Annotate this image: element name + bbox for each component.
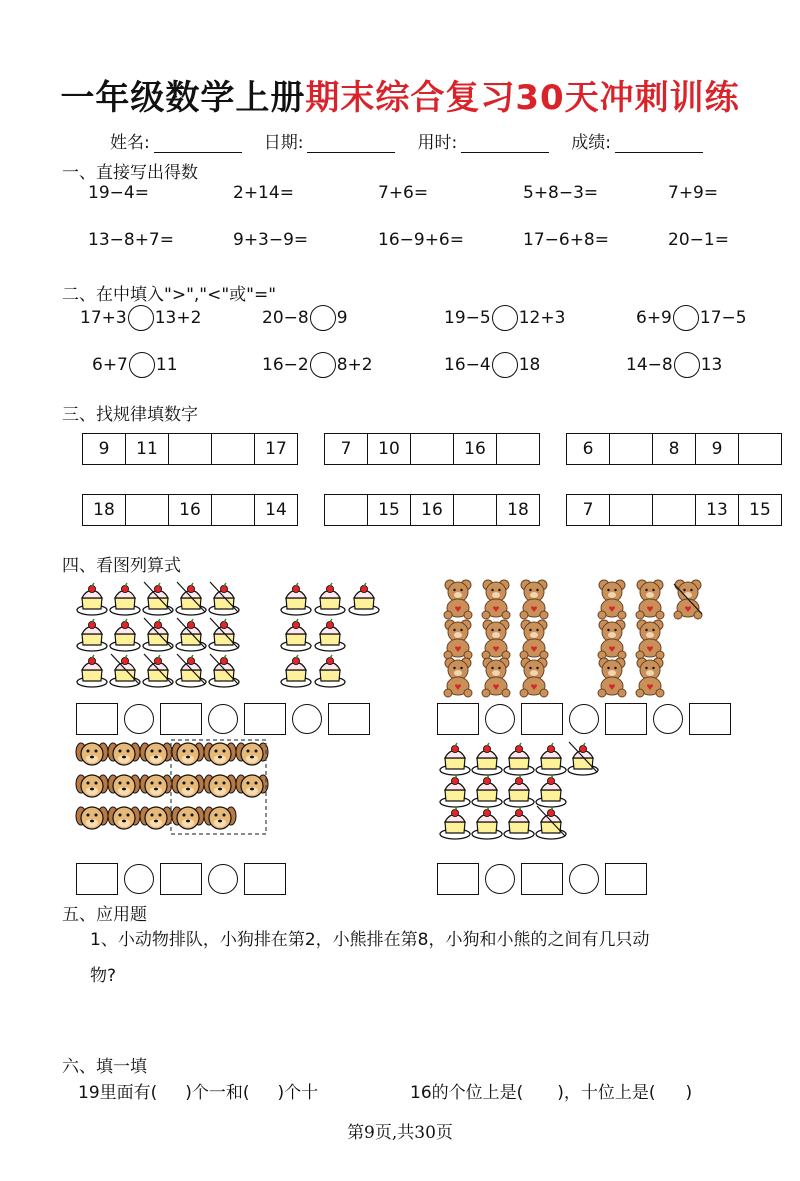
seq-cell[interactable] xyxy=(325,495,368,525)
compare-item: 16−2 8+2 xyxy=(262,352,373,378)
compare-circle[interactable] xyxy=(674,352,700,378)
operator-circle[interactable] xyxy=(292,704,322,734)
operator-circle[interactable] xyxy=(208,704,238,734)
seq-cell[interactable]: 17 xyxy=(265,439,287,459)
section-4-heading: 四、看图列算式 xyxy=(62,556,181,576)
seq-cell[interactable]: 16 xyxy=(411,495,454,525)
seq-cell[interactable]: 11 xyxy=(126,434,169,464)
seq-cell[interactable]: 16 xyxy=(454,434,497,464)
answer-box[interactable] xyxy=(160,863,202,895)
equation[interactable]: 5+8−3= xyxy=(523,183,599,203)
number-sequence xyxy=(566,494,782,526)
operator-circle[interactable] xyxy=(124,864,154,894)
number-sequence xyxy=(324,433,540,465)
seq-cell[interactable] xyxy=(212,495,255,525)
operator-circle[interactable] xyxy=(485,864,515,894)
seq-cell[interactable] xyxy=(653,495,696,525)
seq-cell[interactable] xyxy=(454,495,497,525)
equation[interactable]: 13−8+7= xyxy=(88,230,174,250)
number-sequence xyxy=(566,433,782,465)
number-sequence xyxy=(82,433,298,465)
fill-blank-1[interactable]: 19里面有( )个一和( )个十 xyxy=(78,1083,319,1103)
answer-box[interactable] xyxy=(160,703,202,735)
compare-circle[interactable] xyxy=(310,352,336,378)
seq-cell[interactable]: 16 xyxy=(169,495,212,525)
seq-cell[interactable] xyxy=(610,434,653,464)
seq-cell[interactable]: 15 xyxy=(749,500,771,520)
title-red: 期末综合复习30天冲刺训练 xyxy=(305,78,740,118)
answer-box[interactable] xyxy=(689,703,731,735)
answer-box[interactable] xyxy=(76,863,118,895)
cake-group-2 xyxy=(281,583,379,687)
seq-cell[interactable] xyxy=(610,495,653,525)
operator-circle[interactable] xyxy=(653,704,683,734)
answer-box[interactable] xyxy=(605,863,647,895)
compare-circle[interactable] xyxy=(492,352,518,378)
compare-item: 6+9 17−5 xyxy=(636,305,747,331)
word-problem: 1、小动物排队，小狗排在第2，小熊排在第8，小狗和小熊的之间有几只动 物? xyxy=(90,930,650,986)
compare-circle[interactable] xyxy=(492,305,518,331)
section-5-heading: 五、应用题 xyxy=(62,905,147,925)
equation[interactable]: 7+9= xyxy=(668,183,719,203)
seq-cell[interactable] xyxy=(212,434,255,464)
answer-box[interactable] xyxy=(437,863,479,895)
operator-circle[interactable] xyxy=(569,864,599,894)
compare-item: 14−8 13 xyxy=(626,352,722,378)
answer-box[interactable] xyxy=(605,703,647,735)
page-title xyxy=(0,70,800,119)
compare-circle[interactable] xyxy=(129,352,155,378)
seq-cell[interactable]: 18 xyxy=(83,495,126,525)
number-sequence xyxy=(82,494,298,526)
title-black: 一年级数学上册 xyxy=(60,78,306,118)
compare-circle[interactable] xyxy=(673,305,699,331)
cake-group-3 xyxy=(440,742,598,839)
compare-item: 20−8 9 xyxy=(262,305,348,331)
section-1-heading: 一、直接写出得数 xyxy=(62,163,198,183)
answer-box[interactable] xyxy=(437,703,479,735)
compare-item: 16−4 18 xyxy=(444,352,540,378)
equation[interactable]: 2+14= xyxy=(233,183,294,203)
score-field[interactable]: 成绩: xyxy=(571,128,703,153)
operator-circle[interactable] xyxy=(124,704,154,734)
name-field[interactable]: 姓名: xyxy=(110,128,242,153)
seq-cell[interactable]: 13 xyxy=(696,495,739,525)
equation[interactable]: 7+6= xyxy=(378,183,429,203)
seq-cell[interactable] xyxy=(411,434,454,464)
number-sequence xyxy=(324,494,540,526)
seq-cell[interactable] xyxy=(126,495,169,525)
seq-cell[interactable]: 10 xyxy=(368,434,411,464)
answer-box[interactable] xyxy=(521,863,563,895)
seq-cell[interactable]: 7 xyxy=(567,495,610,525)
answer-row xyxy=(437,703,731,735)
time-field[interactable]: 用时: xyxy=(417,128,549,153)
operator-circle[interactable] xyxy=(569,704,599,734)
section-2-heading: 二、在中填入">","<"或"=" xyxy=(62,285,277,305)
answer-box[interactable] xyxy=(244,863,286,895)
seq-cell[interactable] xyxy=(497,434,539,464)
fill-blank-2[interactable]: 16的个位上是( )，十位上是( ) xyxy=(410,1083,693,1103)
dog-group xyxy=(76,740,268,834)
section-3-heading: 三、找规律填数字 xyxy=(62,405,198,425)
compare-circle[interactable] xyxy=(128,305,154,331)
seq-cell[interactable]: 8 xyxy=(653,434,696,464)
equation[interactable]: 20−1= xyxy=(668,230,729,250)
answer-row xyxy=(437,863,647,895)
answer-row xyxy=(76,703,370,735)
bear-group-2 xyxy=(598,580,702,697)
cake-group-1 xyxy=(77,582,239,687)
equation[interactable]: 17−6+8= xyxy=(523,230,609,250)
answer-box[interactable] xyxy=(521,703,563,735)
answer-box[interactable] xyxy=(328,703,370,735)
operator-circle[interactable] xyxy=(208,864,238,894)
equation[interactable]: 19−4= xyxy=(88,183,149,203)
compare-item: 6+7 11 xyxy=(92,352,178,378)
seq-cell[interactable] xyxy=(169,434,212,464)
seq-cell[interactable]: 14 xyxy=(265,500,287,520)
seq-cell[interactable] xyxy=(739,434,781,464)
equation[interactable]: 9+3−9= xyxy=(233,230,309,250)
section-6-heading: 六、填一填 xyxy=(62,1057,147,1077)
seq-cell[interactable]: 7 xyxy=(325,434,368,464)
seq-cell[interactable]: 18 xyxy=(507,500,529,520)
answer-row xyxy=(76,863,286,895)
bear-group-1 xyxy=(444,580,548,697)
page-footer: 第9页,共30页 xyxy=(347,1123,453,1143)
seq-cell[interactable]: 9 xyxy=(696,434,739,464)
seq-cell[interactable]: 9 xyxy=(83,434,126,464)
seq-cell[interactable]: 15 xyxy=(368,495,411,525)
compare-item: 17+3 13+2 xyxy=(80,305,201,331)
compare-circle[interactable] xyxy=(310,305,336,331)
answer-box[interactable] xyxy=(244,703,286,735)
equation[interactable]: 16−9+6= xyxy=(378,230,464,250)
answer-box[interactable] xyxy=(76,703,118,735)
operator-circle[interactable] xyxy=(485,704,515,734)
seq-cell[interactable]: 6 xyxy=(567,434,610,464)
compare-item: 19−5 12+3 xyxy=(444,305,565,331)
student-info xyxy=(110,128,750,153)
date-field[interactable]: 日期: xyxy=(264,128,396,153)
